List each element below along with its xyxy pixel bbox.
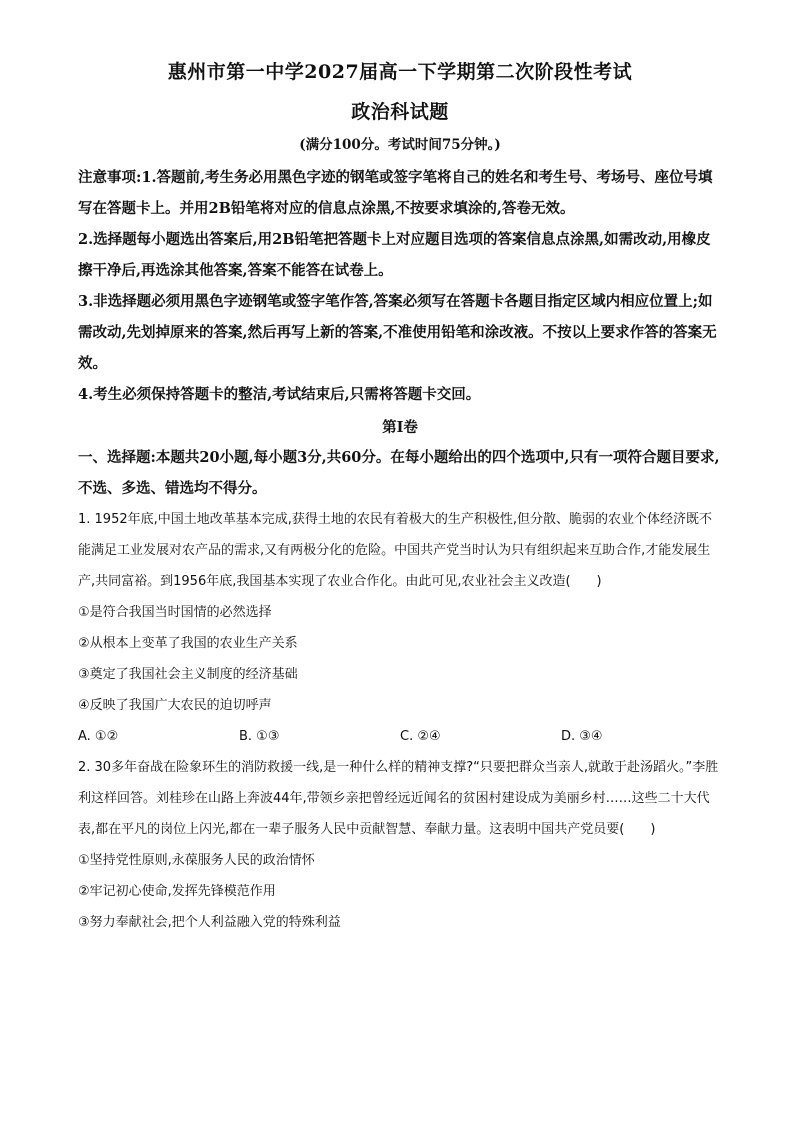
- question-statement: ③奠定了我国社会主义制度的经济基础: [78, 667, 298, 682]
- answer-options: [78, 721, 722, 752]
- question-1: [78, 504, 722, 752]
- question-statement: ①坚持党性原则,永葆服务人民的政治情怀: [78, 853, 315, 868]
- question-stem: 2. 30多年奋战在险象环生的消防救援一线,是一种什么样的精神支撑?“只要把群众当亲人,就敢于赴汤蹈火。”李胜利这样回答。刘桂珍在山路上奔波44年,带领乡亲把曾经远近闻名的贫困村建设成为美丽乡村……这些二十大代表,都在平凡的岗位上闪光,都在一辈子服务人民中贡献智慧、奉献力量。这表明中国共产党员要( ): [78, 760, 719, 837]
- notice-item: 3.非选择题必须用黑色字迹钢笔或签字笔作答,答案必须写在答题卡各题目指定区域内相应位置上;如需改动,先划掉原来的答案,然后再写上新的答案,不准使用铅笔和涂改液。不按以上要求作答的答案无效。: [78, 293, 717, 372]
- exam-title: 惠州市第一中学2027届高一下学期第二次阶段性考试: [167, 61, 633, 83]
- section-instruction: 一、选择题:本题共20小题,每小题3分,共60分。在每小题给出的四个选项中,只有一项符合题目要求,不选、多选、错选均不得分。: [78, 449, 720, 497]
- option-d: D. ③④: [561, 729, 603, 744]
- exam-meta: (满分100分。考试时间75分钟。): [299, 137, 501, 153]
- question-statement: ②从根本上变革了我国的农业生产关系: [78, 636, 298, 651]
- option-c: C. ②④: [400, 729, 441, 744]
- question-stem: 1. 1952年底,中国土地改革基本完成,获得土地的农民有着极大的生产积极性,但分散、脆弱的农业个体经济既不能满足工业发展对农产品的需求,又有两极分化的危险。中国共产党当时认为只有组织起来互助合作,才能发展生产,共同富裕。到1956年底,我国基本实现了农业合作化。由此可见,农业社会主义改造( ): [78, 512, 713, 589]
- notice-section: [78, 162, 722, 410]
- question-statement: ②牢记初心使命,发挥先锋模范作用: [78, 884, 276, 899]
- section-title: 第Ⅰ卷: [382, 419, 418, 436]
- option-b: B. ①③: [239, 729, 280, 744]
- question-2: [78, 752, 722, 938]
- exam-subtitle: 政治科试题: [351, 101, 449, 123]
- notice-item: 4.考生必须保持答题卡的整洁,考试结束后,只需将答题卡交回。: [78, 386, 481, 403]
- option-a: A. ①②: [78, 729, 119, 744]
- notice-item: 2.选择题每小题选出答案后,用2B铅笔把答题卡上对应题目选项的答案信息点涂黑,如需改动,用橡皮擦干净后,再选涂其他答案,答案不能答在试卷上。: [78, 231, 711, 279]
- notice-item: 注意事项:1.答题前,考生务必用黑色字迹的钢笔或签字笔将自己的姓名和考生号、考场号、座位号填写在答题卡上。并用2B铅笔将对应的信息点涂黑,不按要求填涂的,答卷无效。: [78, 169, 713, 217]
- question-statement: ④反映了我国广大农民的迫切呼声: [78, 698, 272, 713]
- question-statement: ③努力奉献社会,把个人利益融入党的特殊利益: [78, 915, 341, 930]
- question-statement: ①是符合我国当时国情的必然选择: [78, 605, 272, 620]
